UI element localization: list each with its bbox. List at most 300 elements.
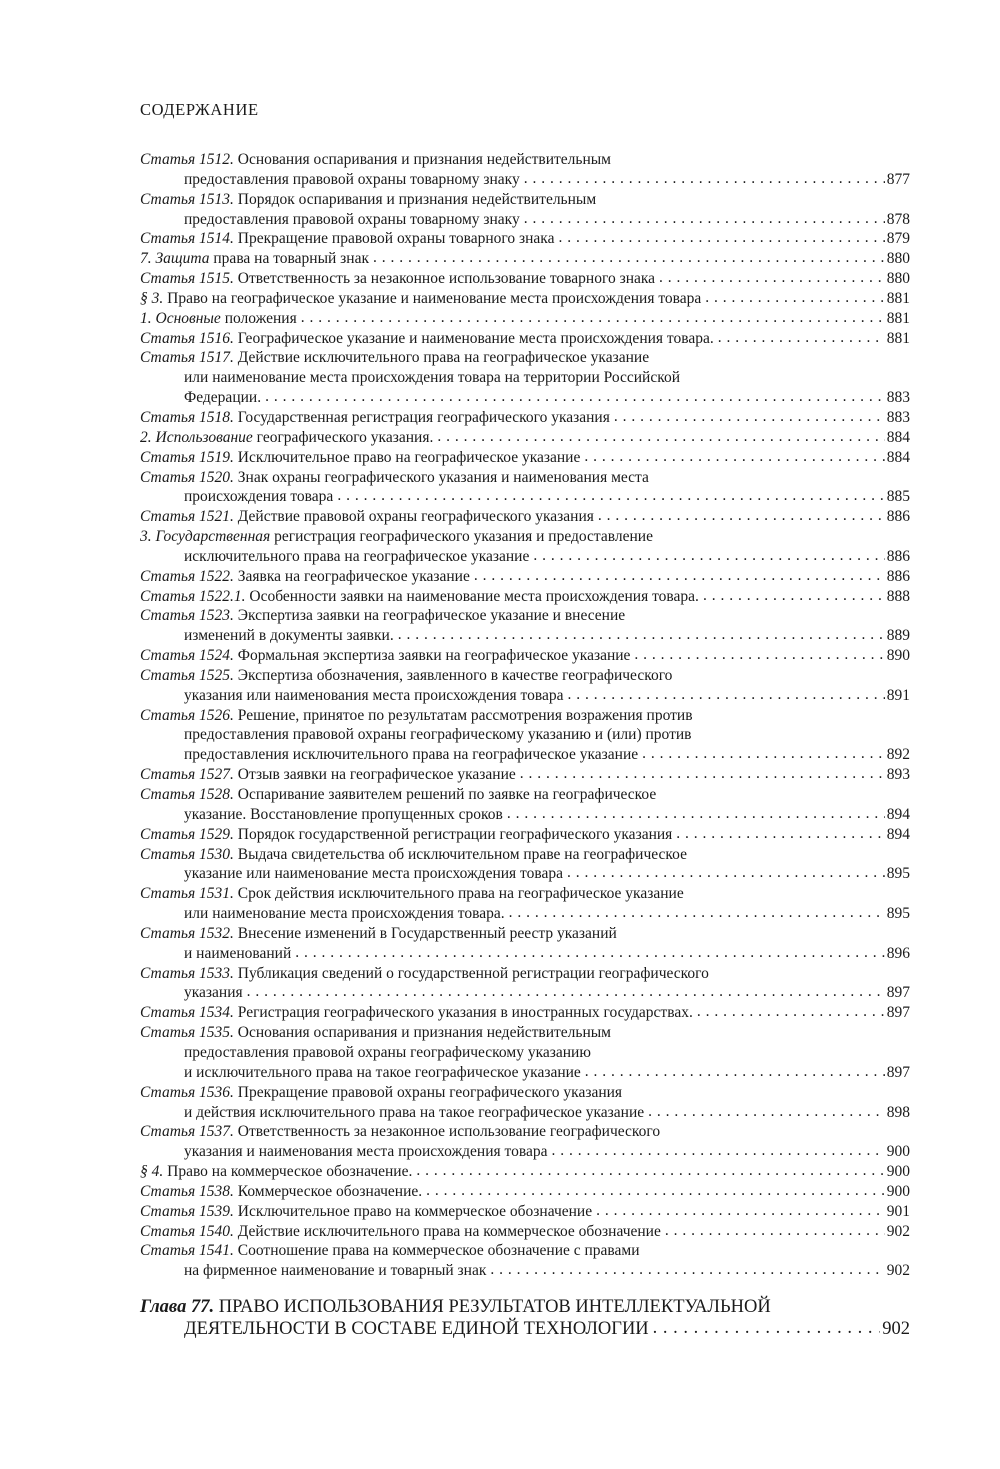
dot-leader	[585, 1062, 885, 1082]
page-number: 901	[886, 1202, 910, 1220]
toc-line	[140, 150, 910, 170]
entry-text: Право на коммерческое обозначение.	[167, 1163, 413, 1181]
page-number: 877	[886, 170, 910, 188]
entry-lead: Статья 1512.	[140, 151, 234, 168]
entry-text: географического указания.	[256, 428, 434, 446]
entry-lead: Статья 1520.	[140, 468, 234, 486]
page-number: 884	[886, 448, 910, 466]
dot-leader	[437, 427, 884, 447]
entry-title	[184, 864, 563, 884]
page-number: 900	[886, 1182, 910, 1200]
toc-line	[140, 210, 910, 230]
entry-text: указание или наименование места происхождения товара	[184, 865, 563, 883]
page-number: 894	[886, 825, 910, 843]
toc-line	[140, 1122, 910, 1142]
entry-text: на фирменное наименование и товарный знак	[184, 1262, 487, 1280]
entry-title	[140, 190, 596, 210]
toc-line	[140, 1319, 910, 1341]
dot-leader	[659, 268, 885, 288]
entry-title	[184, 944, 291, 964]
page-number: 883	[886, 408, 910, 426]
toc-line	[140, 1222, 910, 1242]
toc-entry[interactable]	[140, 428, 910, 448]
entry-title	[140, 567, 470, 587]
dot-leader	[265, 387, 885, 407]
entry-text: Прекращение правовой охраны географического указания	[237, 1083, 623, 1101]
entry-lead: Статья 1533.	[140, 964, 234, 982]
toc-entry[interactable]	[140, 567, 910, 587]
entry-lead: Статья 1526.	[140, 706, 234, 724]
entry-lead: Статья 1513.	[140, 190, 234, 208]
toc-entry[interactable]	[140, 1182, 910, 1202]
toc-entry[interactable]	[140, 706, 910, 766]
entry-title	[140, 448, 580, 468]
entry-title	[140, 289, 701, 309]
toc-line	[140, 904, 910, 924]
toc-line	[140, 170, 910, 190]
page-number: 889	[886, 627, 910, 645]
toc-line	[140, 666, 910, 686]
toc-line	[140, 1182, 910, 1202]
page-number: 892	[886, 746, 910, 764]
toc-line	[140, 1083, 910, 1103]
page-number: 884	[886, 428, 910, 446]
toc-line	[140, 289, 910, 309]
entry-title	[184, 368, 680, 388]
entry-text: изменений в документы заявки.	[184, 627, 394, 645]
toc-entry[interactable]	[140, 348, 910, 408]
entry-lead: 1. Основные	[140, 309, 221, 327]
entry-title	[184, 626, 394, 646]
dot-leader	[703, 586, 885, 606]
entry-text: Порядок государственной регистрации географического указания	[237, 825, 673, 843]
toc-line	[140, 329, 910, 349]
entry-title	[140, 1222, 661, 1242]
toc-entry[interactable]	[140, 884, 910, 924]
entry-text: Исключительное право на коммерческое обозначение	[237, 1202, 593, 1220]
toc-line	[140, 468, 910, 488]
entry-title	[184, 1142, 547, 1162]
toc-entry[interactable]	[140, 1162, 910, 1182]
toc-entry[interactable]	[140, 249, 910, 269]
toc-line	[140, 1003, 910, 1023]
entry-text: Выдача свидетельства об исключительном праве на географическое	[237, 845, 687, 863]
entry-text: Федерации.	[184, 389, 262, 407]
entry-lead: Статья 1525.	[140, 666, 234, 684]
entry-title	[184, 983, 243, 1003]
entry-text: или наименование места происхождения товара на территории Российской	[184, 369, 681, 387]
entry-lead: Статья 1522.	[140, 567, 234, 585]
entry-lead: § 4.	[140, 1163, 164, 1181]
toc-entry[interactable]	[140, 924, 910, 964]
entry-title	[140, 269, 655, 289]
toc-line	[140, 646, 910, 666]
entry-text: Ответственность за незаконное использование географического	[237, 1123, 661, 1141]
entry-lead: Статья 1518.	[140, 408, 234, 426]
entry-lead: Глава 77.	[140, 1297, 215, 1318]
entry-title	[140, 785, 656, 805]
entry-lead: Статья 1528.	[140, 786, 234, 803]
page-number: 896	[886, 944, 910, 962]
entry-lead: Статья 1532.	[140, 924, 234, 942]
entry-text: указания	[184, 984, 243, 1002]
chapter-entry[interactable]	[140, 1297, 910, 1340]
entry-title	[184, 725, 691, 745]
entry-text: Прекращение правовой охраны товарного знака	[237, 230, 555, 248]
page-number: 886	[886, 547, 910, 565]
entry-title	[184, 686, 564, 706]
entry-text: Экспертиза обозначения, заявленного в качестве географического	[237, 666, 673, 684]
entry-title	[140, 765, 516, 785]
entry-lead: Статья 1534.	[140, 1004, 234, 1022]
toc-line	[140, 864, 910, 884]
entry-text: Внесение изменений в Государственный реестр указаний	[237, 924, 617, 942]
toc-line	[140, 1297, 910, 1319]
toc-line	[140, 249, 910, 269]
entry-title	[184, 547, 529, 567]
entry-text: Основания оспаривания и признания недействительным	[237, 151, 611, 168]
entry-text: Особенности заявки на наименование места происхождения товара.	[249, 587, 699, 605]
toc-line	[140, 1063, 910, 1083]
entry-text: Действие исключительного права на коммерческое обозначение	[237, 1222, 661, 1240]
toc-entry[interactable]	[140, 825, 910, 845]
entry-lead: Статья 1517.	[140, 349, 234, 367]
entry-title	[184, 487, 333, 507]
toc-entry[interactable]	[140, 1222, 910, 1242]
toc-line	[140, 1202, 910, 1222]
entry-text: Экспертиза заявки на географическое указание и внесение	[237, 607, 626, 625]
toc-line	[140, 944, 910, 964]
entry-lead: § 3.	[140, 289, 164, 307]
toc-entry[interactable]	[140, 309, 910, 329]
entry-title	[140, 666, 672, 686]
entry-title	[140, 1083, 622, 1103]
toc-line	[140, 1043, 910, 1063]
toc-line	[140, 487, 910, 507]
entry-title	[184, 388, 261, 408]
toc-entry[interactable]	[140, 1003, 910, 1023]
entry-text: Действие исключительного права на географическое указание	[237, 349, 650, 367]
entry-title	[140, 884, 684, 904]
page-number: 897	[886, 984, 910, 1002]
toc-entry[interactable]	[140, 468, 910, 508]
toc-line	[140, 785, 910, 805]
entry-lead: Статья 1514.	[140, 230, 234, 248]
dot-leader	[551, 1141, 884, 1161]
entry-lead: Статья 1524.	[140, 647, 234, 665]
entry-text: Формальная экспертиза заявки на географическое указание	[237, 647, 631, 665]
entry-title	[140, 1182, 422, 1202]
dot-leader	[665, 1221, 885, 1241]
entry-lead: Статья 1529.	[140, 825, 234, 843]
toc-line	[140, 825, 910, 845]
page-number: 881	[886, 329, 910, 347]
entry-title	[140, 309, 297, 329]
toc-line	[140, 388, 910, 408]
toc-line	[140, 309, 910, 329]
dot-leader	[373, 248, 885, 268]
toc-entry[interactable]	[140, 765, 910, 785]
dot-leader	[642, 744, 885, 764]
toc-line	[140, 606, 910, 626]
entry-title	[140, 527, 653, 547]
entry-title	[184, 1103, 644, 1123]
toc-entry[interactable]	[140, 1122, 910, 1162]
page-number: 902	[886, 1262, 910, 1280]
entry-text: Публикация сведений о государственной регистрации географического	[237, 964, 709, 982]
entry-title	[140, 587, 699, 607]
toc-entry[interactable]	[140, 507, 910, 527]
toc-line	[140, 884, 910, 904]
toc-line	[140, 706, 910, 726]
entry-text: предоставления правовой охраны географическому указанию	[184, 1043, 591, 1061]
entry-text: Государственная регистрация географического указания	[237, 408, 610, 426]
dot-leader	[705, 288, 884, 308]
entry-title	[140, 249, 369, 269]
toc-line	[140, 725, 910, 745]
page-number: 902	[882, 1318, 910, 1339]
entry-text: Порядок оспаривания и признания недействительным	[237, 190, 597, 208]
entry-text: указание. Восстановление пропущенных сроков	[184, 805, 503, 823]
toc-entry[interactable]	[140, 785, 910, 825]
page-number: 893	[886, 766, 910, 784]
dot-leader	[718, 328, 885, 348]
entry-text: Регистрация географического указания в иностранных государствах.	[237, 1004, 693, 1022]
page-number: 895	[886, 905, 910, 923]
entry-title	[184, 904, 505, 924]
toc-entry[interactable]	[140, 289, 910, 309]
entry-title	[140, 1202, 592, 1222]
toc-entry[interactable]	[140, 1202, 910, 1222]
toc-line	[140, 805, 910, 825]
dot-leader	[596, 1201, 885, 1221]
dot-leader	[614, 407, 885, 427]
page-number: 888	[886, 587, 910, 605]
dot-leader	[648, 1102, 885, 1122]
toc-entry[interactable]	[140, 587, 910, 607]
entry-text: Отзыв заявки на географическое указание	[237, 766, 516, 784]
entry-text: права на товарный знак	[213, 250, 370, 268]
page-number: 880	[886, 270, 910, 288]
entry-title	[184, 1319, 649, 1341]
entry-title	[184, 1043, 591, 1063]
toc-line	[140, 428, 910, 448]
entry-text: Географическое указание и наименование места происхождения товара.	[237, 329, 714, 347]
entry-title	[140, 229, 554, 249]
toc-entry[interactable]	[140, 408, 910, 428]
page-number: 886	[886, 567, 910, 585]
toc-entry[interactable]	[140, 229, 910, 249]
entry-text: положения	[224, 309, 297, 327]
toc-entry[interactable]	[140, 606, 910, 646]
page-number: 890	[886, 647, 910, 665]
page-number: 881	[886, 289, 910, 307]
page-number: 886	[886, 508, 910, 526]
toc-entry[interactable]	[140, 329, 910, 349]
toc-line	[140, 567, 910, 587]
table-of-contents	[140, 150, 910, 1340]
toc-line	[140, 527, 910, 547]
entry-text: Основания оспаривания и признания недействительным	[237, 1024, 611, 1042]
entry-lead: Статья 1523.	[140, 607, 234, 625]
entry-title	[184, 1063, 581, 1083]
entry-lead: Статья 1535.	[140, 1024, 234, 1042]
page-number: 895	[886, 865, 910, 883]
toc-line	[140, 1142, 910, 1162]
entry-text: предоставления правовой охраны товарному знаку	[184, 170, 520, 188]
toc-entry[interactable]	[140, 527, 910, 567]
entry-title	[140, 606, 625, 626]
page-header: СОДЕРЖАНИЕ	[140, 100, 259, 119]
page-number: 881	[886, 309, 910, 327]
entry-title	[140, 428, 433, 448]
dot-leader	[416, 1161, 884, 1181]
page-number: 894	[886, 805, 910, 823]
toc-line	[140, 587, 910, 607]
entry-title	[184, 805, 503, 825]
dot-leader	[524, 209, 885, 229]
entry-title	[140, 348, 649, 368]
entry-lead: Статья 1521.	[140, 508, 234, 526]
page-number: 885	[886, 488, 910, 506]
entry-title	[140, 845, 687, 865]
page-number: 900	[886, 1163, 910, 1181]
entry-title	[184, 170, 520, 190]
entry-title	[140, 964, 709, 984]
entry-title	[140, 1297, 771, 1319]
dot-leader	[558, 228, 884, 248]
toc-line	[140, 626, 910, 646]
entry-text: Коммерческое обозначение.	[237, 1182, 423, 1200]
entry-lead: Статья 1516.	[140, 329, 234, 347]
toc-line	[140, 190, 910, 210]
dot-leader	[301, 308, 885, 328]
entry-text: ПРАВО ИСПОЛЬЗОВАНИЯ РЕЗУЛЬТАТОВ ИНТЕЛЛЕКТУАЛЬНОЙ	[218, 1297, 771, 1318]
entry-text: регистрация географического указания и предоставление	[274, 528, 653, 546]
entry-title	[140, 468, 649, 488]
entry-text: предоставления исключительного права на географическое указание	[184, 746, 639, 764]
entry-title	[140, 646, 630, 666]
toc-entry[interactable]	[140, 845, 910, 885]
toc-line	[140, 1241, 910, 1261]
toc-line	[140, 348, 910, 368]
toc-entry[interactable]	[140, 646, 910, 666]
entry-lead: Статья 1541.	[140, 1242, 234, 1260]
page-number: 879	[886, 230, 910, 248]
entry-text: и наименований	[184, 944, 292, 962]
entry-text: предоставления правовой охраны товарному знаку	[184, 210, 520, 228]
entry-title	[140, 1122, 660, 1142]
dot-leader	[520, 764, 885, 784]
toc-entry[interactable]	[140, 150, 910, 190]
entry-title	[140, 507, 594, 527]
toc-entry[interactable]	[140, 666, 910, 706]
entry-text: Действие правовой охраны географического указания	[237, 508, 594, 526]
dot-leader	[474, 566, 885, 586]
toc-line	[140, 1162, 910, 1182]
entry-text: Знак охраны географического указания и наименования места	[237, 468, 649, 486]
toc-line	[140, 448, 910, 468]
page-number: 891	[886, 686, 910, 704]
toc-entry[interactable]	[140, 964, 910, 1004]
entry-text: или наименование места происхождения товара.	[184, 905, 505, 923]
toc-line	[140, 1261, 910, 1281]
dot-leader	[247, 982, 885, 1002]
entry-text: ДЕЯТЕЛЬНОСТИ В СОСТАВЕ ЕДИНОЙ ТЕХНОЛОГИИ	[184, 1318, 649, 1339]
dot-leader	[295, 943, 884, 963]
toc-entry[interactable]	[140, 1023, 910, 1083]
entry-lead: Статья 1540.	[140, 1222, 234, 1240]
toc-entry[interactable]	[140, 1083, 910, 1123]
toc-line	[140, 269, 910, 289]
dot-leader	[509, 903, 885, 923]
dot-leader	[398, 625, 885, 645]
toc-line	[140, 983, 910, 1003]
entry-text: Исключительное право на географическое указание	[237, 448, 581, 466]
page-number: 902	[886, 1222, 910, 1240]
page-number: 883	[886, 389, 910, 407]
dot-leader	[567, 863, 885, 883]
dot-leader	[507, 804, 885, 824]
entry-lead: Статья 1531.	[140, 885, 234, 903]
entry-lead: Статья 1538.	[140, 1182, 234, 1200]
toc-line	[140, 229, 910, 249]
toc-entry[interactable]	[140, 190, 910, 230]
toc-entry[interactable]	[140, 269, 910, 289]
entry-text: происхождения товара	[184, 488, 334, 506]
toc-entry[interactable]	[140, 448, 910, 468]
entry-lead: 3. Государственная	[140, 528, 271, 546]
page-number: 900	[886, 1143, 910, 1161]
entry-title	[140, 1241, 640, 1261]
entry-lead: Статья 1522.1.	[140, 587, 246, 605]
entry-title	[140, 1003, 693, 1023]
entry-lead: Статья 1519.	[140, 448, 234, 466]
dot-leader	[676, 824, 884, 844]
entry-text: указания или наименования места происхождения товара	[184, 686, 564, 704]
toc-line	[140, 547, 910, 567]
dot-leader	[524, 169, 885, 189]
entry-title	[140, 706, 693, 726]
entry-title	[140, 408, 610, 428]
toc-line	[140, 1103, 910, 1123]
entry-lead: Статья 1536.	[140, 1083, 234, 1101]
toc-line	[140, 686, 910, 706]
toc-line	[140, 745, 910, 765]
entry-text: Срок действия исключительного права на географическое указание	[237, 885, 684, 903]
entry-text: указания и наименования места происхождения товара	[184, 1143, 548, 1161]
toc-line	[140, 924, 910, 944]
entry-title	[184, 1261, 486, 1281]
entry-title	[184, 745, 638, 765]
entry-lead: Статья 1537.	[140, 1123, 234, 1141]
page-number: 897	[886, 1004, 910, 1022]
entry-lead: Статья 1527.	[140, 766, 234, 784]
dot-leader	[634, 645, 884, 665]
entry-text: и исключительного права на такое географическое указание	[184, 1063, 581, 1081]
toc-line	[140, 507, 910, 527]
entry-lead: 7. Защита	[140, 250, 210, 268]
toc-line	[140, 408, 910, 428]
entry-title	[140, 825, 672, 845]
toc-line	[140, 765, 910, 785]
page-number: 898	[886, 1103, 910, 1121]
toc-line	[140, 845, 910, 865]
entry-text: предоставления правовой охраны географическому указанию и (или) против	[184, 726, 692, 744]
toc-entry[interactable]	[140, 1241, 910, 1281]
entry-lead: Статья 1515.	[140, 270, 234, 288]
page-number: 897	[886, 1063, 910, 1081]
